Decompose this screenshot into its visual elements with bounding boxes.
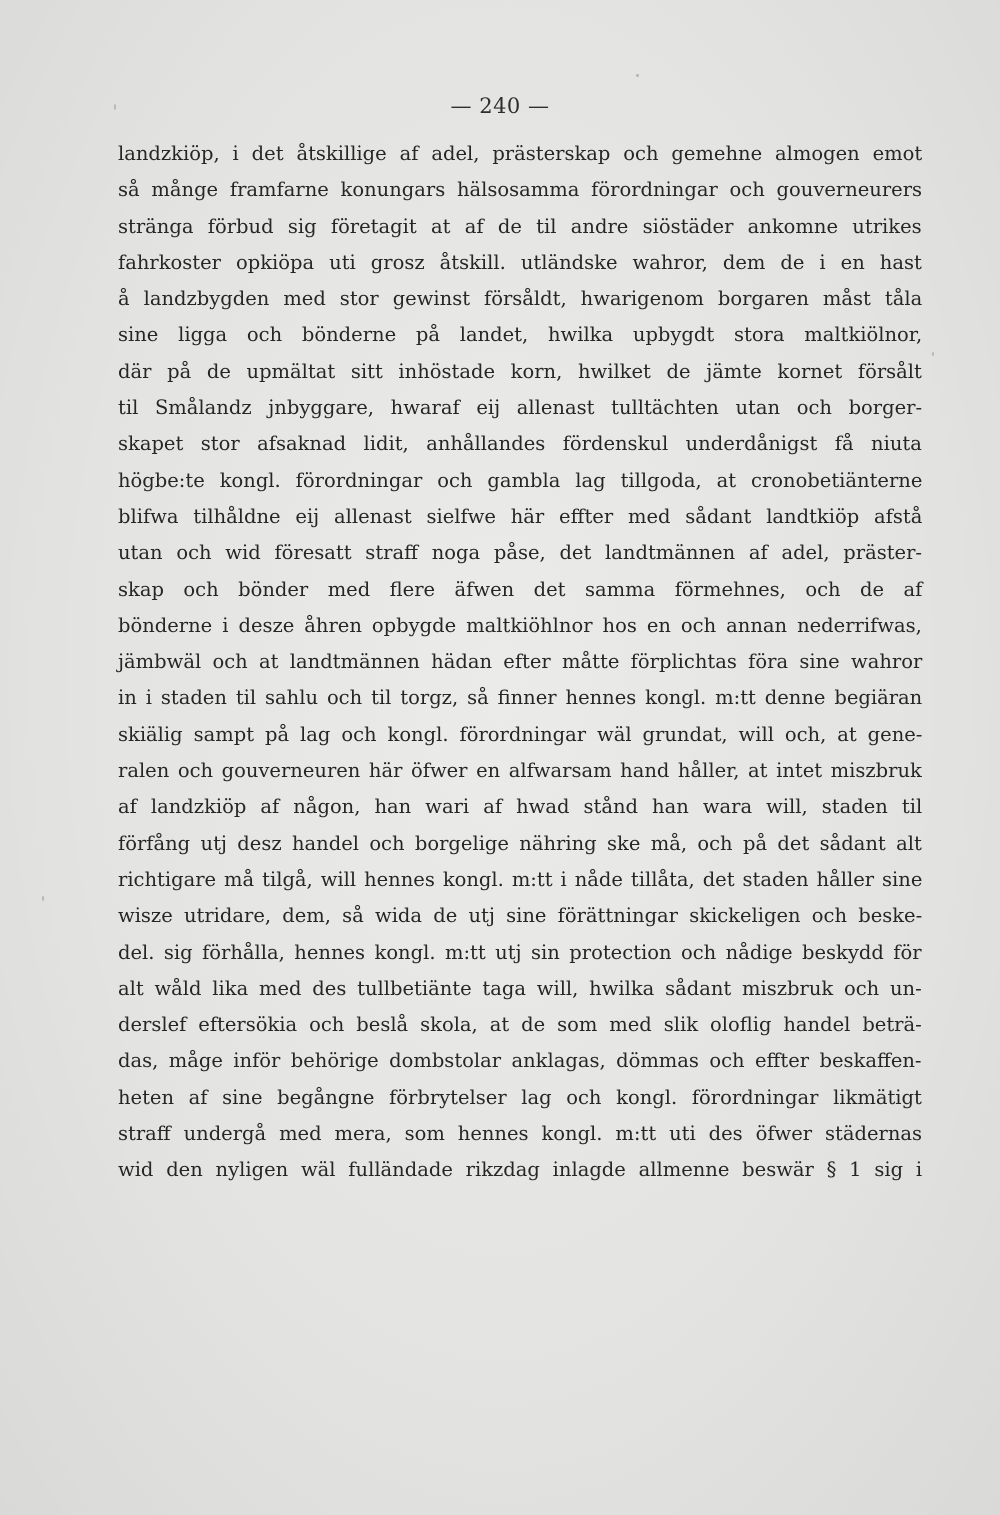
page-number: — 240 — bbox=[450, 94, 550, 118]
text-line: derslef eftersökia och beslå skola, at de som med slik oloflig handel beträ- bbox=[118, 1013, 922, 1037]
text-line: förfång utj desz handel och borgelige nähring ske må, och på det sådant alt bbox=[118, 831, 922, 855]
text-line: fahrkoster opkiöpa uti grosz åtskill. utländske wahror, dem de i en hast bbox=[118, 250, 922, 274]
paper-speck bbox=[636, 74, 639, 77]
text-line: å landzbygden med stor gewinst försåldt, hwarigenom borgaren måst tåla bbox=[118, 287, 923, 311]
text-line: in i staden til sahlu och til torgz, så finner hennes kongl. m:tt denne begiäran bbox=[118, 686, 923, 710]
text-line: skiälig sampt på lag och kongl. förordningar wäl grundat, will och, at gene- bbox=[118, 722, 923, 746]
paper-speck bbox=[42, 896, 44, 901]
text-line: stränga förbud sig företagit at af de til andre siöstäder ankomne utrikes bbox=[118, 214, 922, 238]
text-line: del. sig förhålla, hennes kongl. m:tt utj sin protection och nådige beskydd för bbox=[118, 940, 922, 964]
paper-speck bbox=[932, 352, 934, 356]
text-line: så månge framfarne konungars hälsosamma förordningar och gouverneurers bbox=[118, 178, 923, 202]
text-line: richtigare må tilgå, will hennes kongl. m:tt i nåde tillåta, det staden håller sine bbox=[118, 867, 923, 891]
text-line: af landzkiöp af någon, han wari af hwad stånd han wara will, staden til bbox=[118, 795, 923, 819]
text-line: das, måge inför behörige dombstolar anklagas, dömmas och effter beskaffen- bbox=[118, 1049, 922, 1073]
text-line: til Smålandz jnbyggare, hwaraf eij allenast tulltächten utan och borger- bbox=[118, 396, 923, 420]
text-line: högbe:te kongl. förordningar och gambla lag tillgoda, at cronobetiänterne bbox=[118, 468, 923, 492]
text-line: sine ligga och bönderne på landet, hwilka upbygdt stora maltkiölnor, bbox=[118, 323, 923, 347]
text-line: alt wåld lika med des tullbetiänte taga will, hwilka sådant miszbruk och un- bbox=[118, 976, 922, 1000]
text-line: där på de upmältat sitt inhöstade korn, hwilket de jämte kornet försålt bbox=[118, 359, 922, 383]
text-line: wisze utridare, dem, så wida de utj sine förättningar skickeligen och beske- bbox=[118, 904, 923, 928]
text-line: landzkiöp, i det åtskillige af adel, prästerskap och gemehne almogen emot bbox=[118, 142, 923, 165]
text-line: straff undergå med mera, som hennes kongl. m:tt uti des öfwer städernas bbox=[118, 1122, 923, 1146]
text-line: wid den nyligen wäl fulländade rikzdag inlagde allmenne beswär § 1 sig i bbox=[118, 1158, 923, 1182]
text-line: skapet stor afsaknad lidit, anhållandes fördenskul underdånigst få niuta bbox=[118, 432, 922, 456]
text-line: jämbwäl och at landtmännen hädan efter måtte förplichtas föra sine wahror bbox=[118, 650, 923, 674]
body-text bbox=[118, 136, 922, 1189]
text-line: ralen och gouverneuren här öfwer en alfwarsam hand håller, at intet miszbruk bbox=[118, 759, 922, 783]
text-line: heten af sine begångne förbrytelser lag och kongl. förordningar likmätigt bbox=[118, 1085, 922, 1109]
text-line: skap och bönder med flere äfwen det samma förmehnes, och de af bbox=[118, 577, 923, 601]
text-line: utan och wid föresatt straff noga påse, det landtmännen af adel, präster- bbox=[118, 541, 923, 565]
text-line: blifwa tilhåldne eij allenast sielfwe här effter med sådant landtkiöp afstå bbox=[118, 504, 923, 528]
text-line: bönderne i desze åhren opbygde maltkiöhlnor hos en och annan nederrifwas, bbox=[118, 613, 922, 637]
